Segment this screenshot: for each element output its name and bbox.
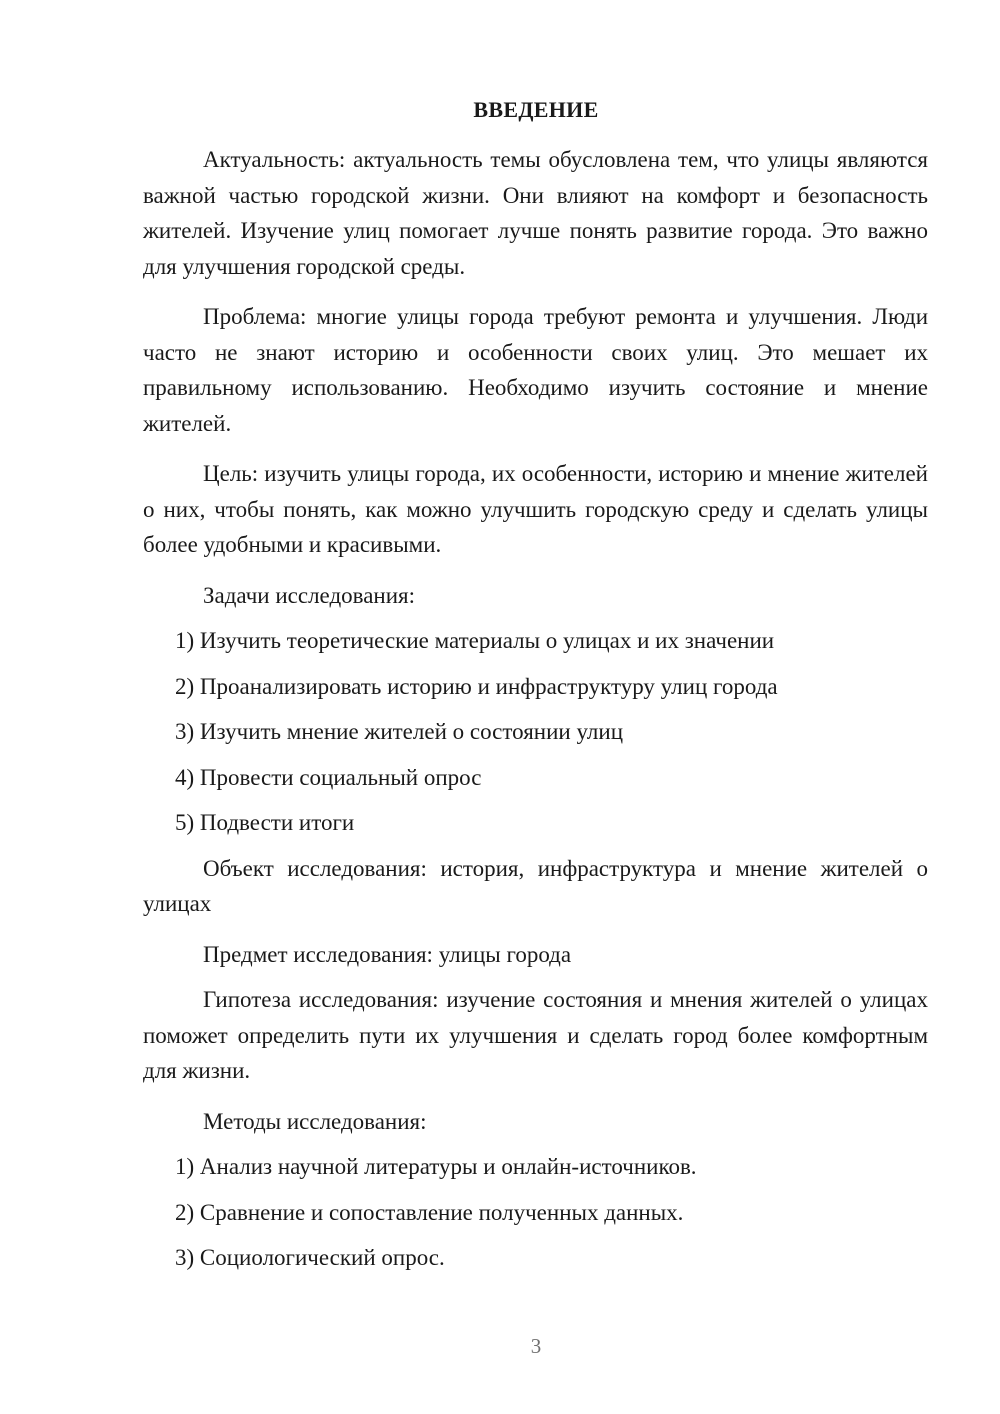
list-item: 5) Подвести итоги bbox=[175, 810, 355, 835]
page-number: 3 bbox=[530, 1334, 542, 1358]
problem-paragraph: Проблема: многие улицы города требуют ремонта и улучшения. Люди часто не знают историю и особенности своих улиц. Это мешает их правильному использованию. Необходимо изучить состояние и мнение жителей. bbox=[143, 304, 928, 436]
list-item: 4) Провести социальный опрос bbox=[175, 764, 482, 790]
relevance-paragraph: Актуальность: актуальность темы обусловлена тем, что улицы являются важной частью городской жизни. Они влияют на комфорт и безопасность жителей. Изучение улиц помогает лучше понять развитие города. Это важно для улучшения городской среды. bbox=[143, 147, 928, 279]
section-title: ВВЕДЕНИЕ bbox=[473, 97, 599, 122]
document-body bbox=[143, 142, 928, 1286]
list-item: 1) Изучить теоретические материалы о улицах и их значении bbox=[175, 628, 775, 653]
hypothesis-paragraph: Гипотеза исследования: изучение состояния и мнения жителей о улицах поможет определить пути их улучшения и сделать город более комфортным для жизни. bbox=[143, 987, 928, 1083]
list-item: 2) Проанализировать историю и инфраструктуру улиц города bbox=[175, 673, 778, 699]
tasks-heading: Задачи исследования: bbox=[203, 582, 416, 608]
list-item: 2) Сравнение и сопоставление полученных данных. bbox=[175, 1199, 684, 1225]
list-item: 3) Социологический опрос. bbox=[175, 1245, 445, 1270]
list-item: 3) Изучить мнение жителей о состоянии улиц bbox=[175, 719, 624, 744]
object-paragraph: Объект исследования: история, инфраструктура и мнение жителей о улицах bbox=[143, 855, 928, 916]
methods-list bbox=[143, 1149, 928, 1276]
list-item: 1) Анализ научной литературы и онлайн-источников. bbox=[175, 1154, 697, 1179]
methods-heading: Методы исследования: bbox=[203, 1108, 427, 1134]
subject-paragraph: Предмет исследования: улицы города bbox=[203, 941, 572, 967]
goal-paragraph: Цель: изучить улицы города, их особенности, историю и мнение жителей о них, чтобы понять, как можно улучшить городскую среду и сделать улицы более удобными и красивыми. bbox=[143, 461, 928, 557]
tasks-list bbox=[143, 623, 928, 841]
